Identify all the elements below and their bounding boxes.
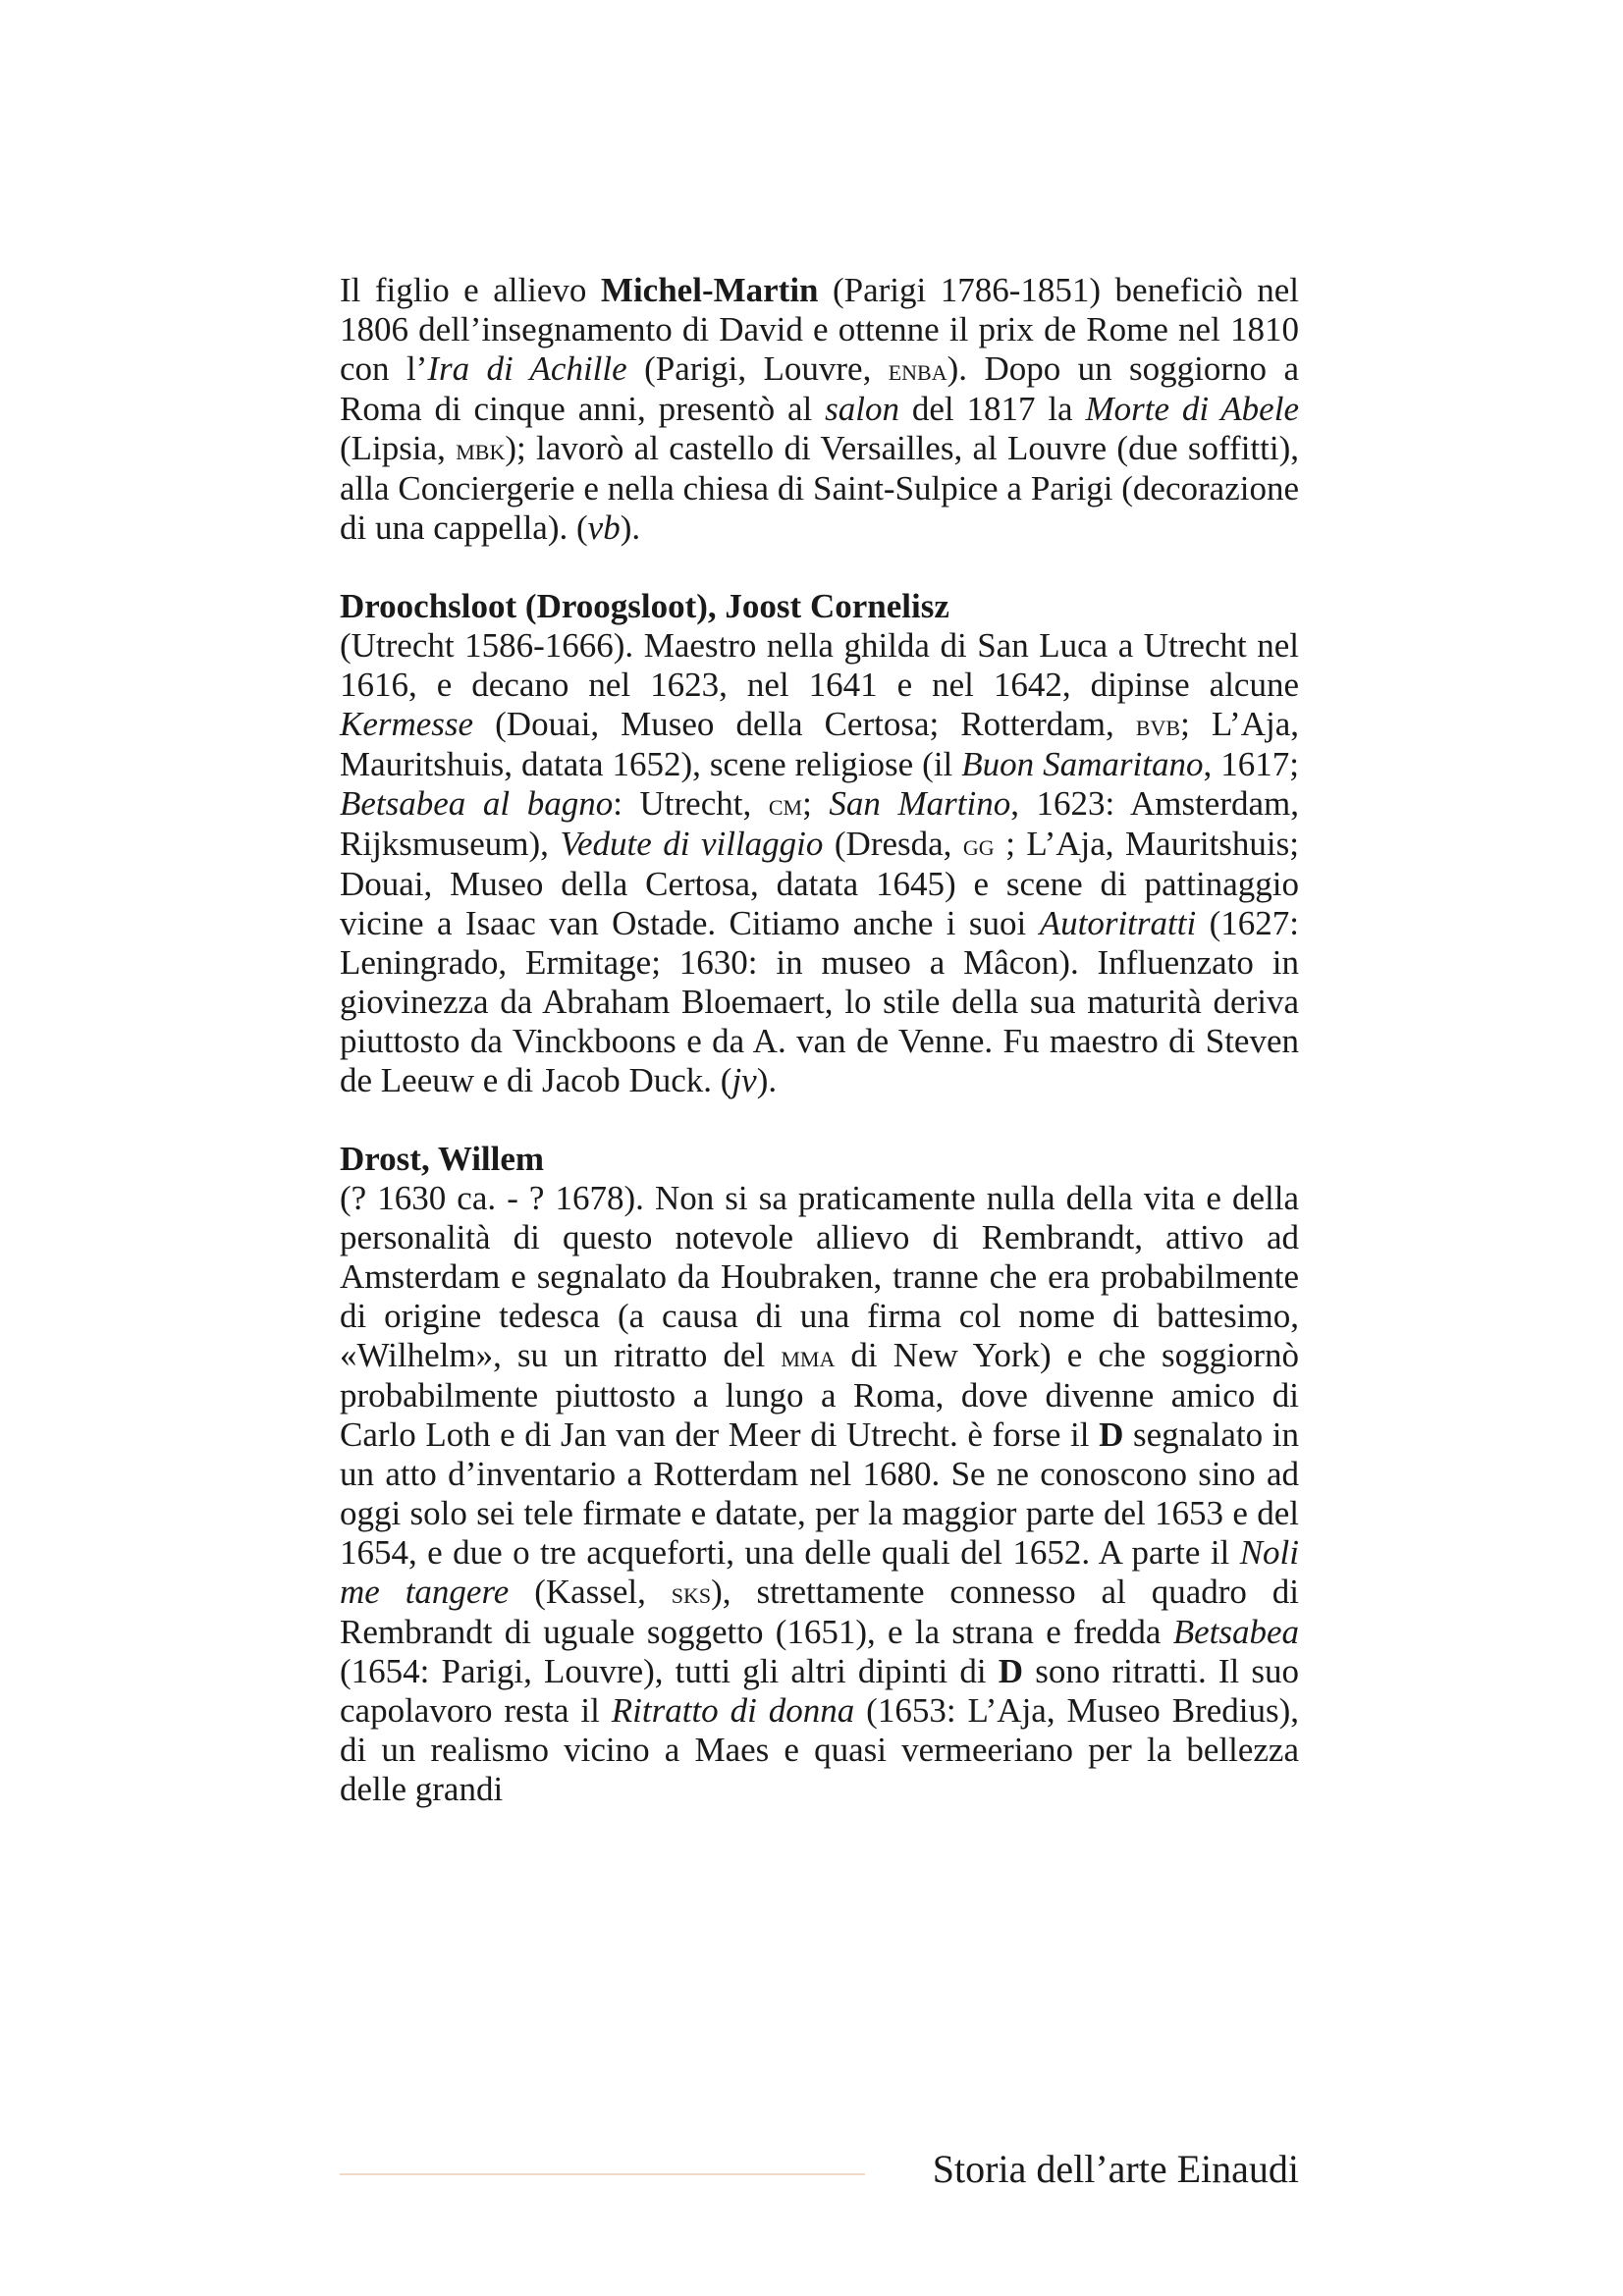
entry-initial: D	[1099, 1415, 1124, 1454]
artwork-title: Kermesse	[340, 705, 474, 743]
text: (1654: Parigi, Louvre), tutti gli altri dipinti di	[340, 1652, 999, 1690]
artwork-title: Morte di Abele	[1085, 390, 1299, 428]
entry-heading-droochsloot: Droochsloot (Droogsloot), Joost Cornelisz	[340, 587, 949, 625]
text: ).	[620, 508, 641, 547]
abbreviation: gg	[962, 828, 995, 862]
text: (Parigi, Louvre,	[626, 349, 889, 388]
text: ); lavorò al castello di Versailles, al Louvre (due soffitti), alla Conciergerie e nella chiesa di Saint-Sulpice a Parigi (decorazione di una cappella). (	[340, 429, 1300, 547]
text: (1627: Leningrado, Ermitage; 1630: in museo a Mâcon). Influenzato in giovinezza da Abraham Bloemaert, lo stile della sua maturità deriva piuttosto da Vinckboons e da A. van de Venne. Fu maestro di Steven de Leeuw e di Jacob Duck. (	[340, 904, 1299, 1099]
text: ).	[756, 1061, 778, 1099]
text: (Dresda,	[823, 825, 963, 863]
abbreviation: mbk	[456, 432, 506, 466]
text: ). Dopo un soggiorno a Roma di cinque anni, presentò al	[340, 349, 1299, 428]
artwork-title: Ritratto di donna	[611, 1691, 855, 1730]
footer-rule	[340, 2173, 865, 2175]
publisher-name: Storia dell’arte Einaudi	[932, 2147, 1299, 2191]
text: , 1623: Amsterdam, Rijksmuseum),	[340, 784, 1299, 863]
abbreviation: sks	[671, 1575, 712, 1610]
text: , 1617;	[1203, 745, 1299, 783]
text: ;	[802, 784, 830, 823]
text: ; L’Aja, Mauritshuis; Douai, Museo della Certosa, datata 1645) e scene di pattinaggio vicine a Isaac van Ostade. Citiamo anche i suoi	[340, 825, 1299, 942]
text: : Utrecht,	[613, 784, 769, 823]
text: Il figlio e allievo	[340, 271, 601, 309]
text: (1653: L’Aja, Museo Bredius), di un realismo vicino a Maes e quasi vermeeriano per la bellezza delle grandi	[340, 1691, 1299, 1808]
page-footer	[340, 2145, 1299, 2194]
paragraph-michel-martin	[340, 271, 1299, 548]
text: sono ritratti. Il suo capolavoro resta il	[340, 1652, 1299, 1730]
text: (Lipsia,	[340, 429, 457, 467]
artwork-title: Buon Samaritano	[961, 745, 1204, 783]
paragraph-droochsloot	[340, 626, 1299, 1100]
italic-term: salon	[825, 390, 899, 428]
abbreviation: cm	[768, 787, 803, 822]
spacer	[340, 548, 1299, 587]
text: (? 1630 ca. - ? 1678). Non si sa praticamente nulla della vita e della personalità di questo notevole allievo di Rembrandt, attivo ad Amsterdam e segnalato da Houbraken, tranne che era probabilmente di origine tedesca (a causa di una firma col nome di battesimo, «Wilhelm», su un ritratto del	[340, 1179, 1299, 1374]
artwork-title: Ira di Achille	[427, 349, 627, 388]
page-body	[340, 271, 1299, 1809]
artwork-title: Autoritratti	[1039, 904, 1197, 942]
artwork-title: Vedute di villaggio	[560, 825, 824, 863]
entry-initial: D	[998, 1652, 1024, 1690]
author-initials: jv	[731, 1061, 757, 1099]
artwork-title: Betsabea al bagno	[340, 784, 614, 823]
artwork-title: Noli me tangere	[340, 1533, 1299, 1611]
artwork-title: Betsabea	[1172, 1613, 1299, 1651]
person-name: Michel-Martin	[600, 271, 819, 309]
text: segnalato in un atto d’inventario a Rotterdam nel 1680. Se ne conoscono sino ad oggi solo sei tele firmate e datate, per la maggior parte del 1653 e del 1654, e due o tre acqueforti, una delle quali del 1652. A parte il	[340, 1415, 1300, 1572]
author-initials: vb	[587, 508, 621, 547]
text: (Parigi 1786-1851) beneficiò nel 1806 dell’insegnamento di David e ottenne il prix de Rome nel 1810 con l’	[340, 271, 1299, 388]
spacer	[340, 1100, 1299, 1140]
text: ; L’Aja, Mauritshuis, datata 1652), scene religiose (il	[340, 705, 1299, 783]
paragraph-drost	[340, 1179, 1299, 1809]
artwork-title: San Martino	[829, 784, 1011, 823]
abbreviation: mma	[781, 1339, 836, 1373]
text: ), strettamente connesso al quadro di Rembrandt di uguale soggetto (1651), e la strana e fredda	[340, 1573, 1299, 1651]
text: (Utrecht 1586-1666). Maestro nella ghilda di San Luca a Utrecht nel 1616, e decano nel 1623, nel 1641 e nel 1642, dipinse alcune	[340, 626, 1299, 704]
text: del 1817 la	[898, 390, 1086, 428]
text: (Douai, Museo della Certosa; Rotterdam,	[473, 705, 1136, 743]
text: (Kassel,	[509, 1573, 672, 1611]
text: di New York) e che soggiornò probabilmente piuttosto a lungo a Roma, dove divenne amico di Carlo Loth e di Jan van der Meer di Utrecht. è forse il	[340, 1336, 1300, 1454]
entry-heading-drost: Drost, Willem	[340, 1140, 545, 1178]
abbreviation: bvb	[1135, 708, 1181, 742]
abbreviation: enba	[888, 352, 947, 387]
